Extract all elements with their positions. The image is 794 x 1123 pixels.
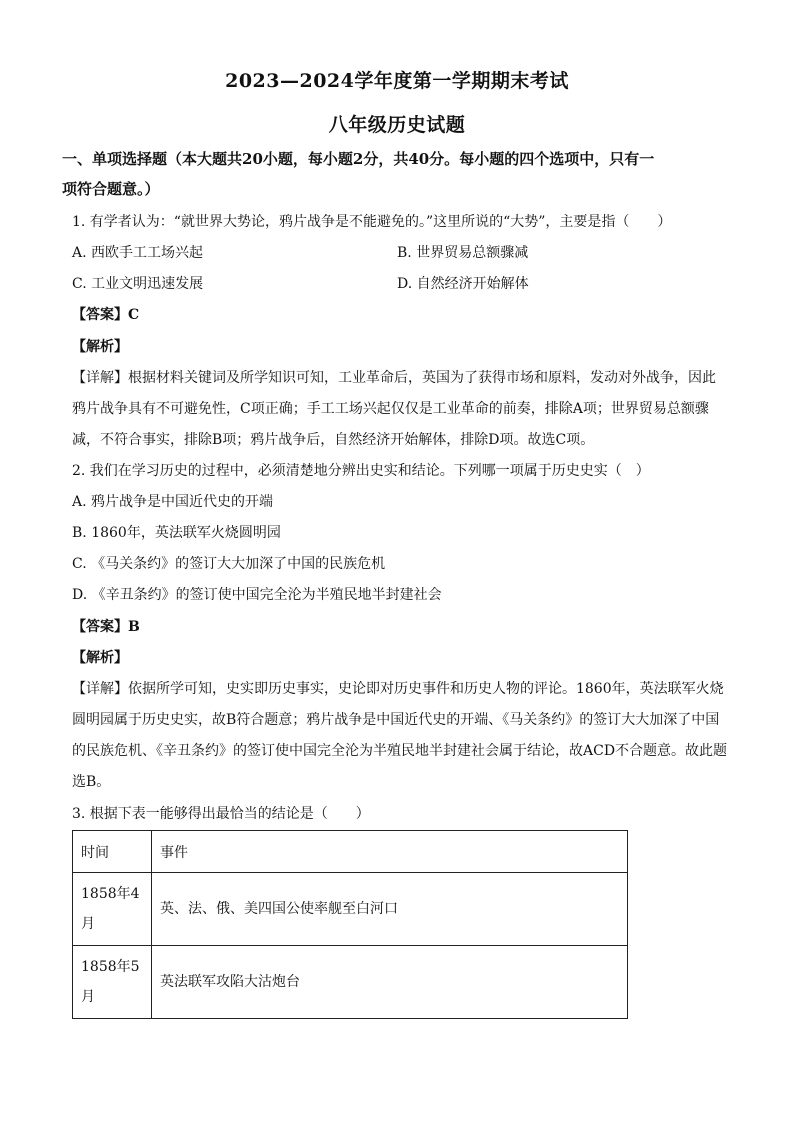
exam-title: 2023—2024学年度第一学期期末考试 — [225, 70, 569, 92]
header-time: 时间 — [73, 831, 152, 873]
q2-option-c: C. 《马关条约》的签订大大加深了中国的民族危机 — [72, 556, 386, 572]
q2-option-a: A. 鸦片战争是中国近代史的开端 — [72, 494, 274, 510]
exam-subtitle: 八年级历史试题 — [328, 114, 466, 136]
q3-stem: 3. 根据下表一能够得出最恰当的结论是（ ） — [72, 806, 370, 822]
row-event: 英法联军攻陷大沽炮台 — [152, 946, 628, 1019]
q2-analysis-label: 【解析】 — [72, 650, 128, 666]
q1-analysis-label: 【解析】 — [72, 339, 128, 355]
row-time-line1: 1858年5 — [81, 959, 140, 975]
q2-detail-line2: 圆明园属于历史史实，故B符合题意；鸦片战争是中国近代史的开端、《马关条约》的签订大大加深了中国 — [72, 712, 720, 728]
table-row — [73, 946, 628, 1019]
q2-detail-line1: 【详解】依据所学可知，史实即历史事实，史论即对历史事件和历史人物的评论。1860年，英法联军火烧 — [72, 681, 724, 697]
row-time-line2: 月 — [81, 916, 95, 932]
q1-stem: 1. 有学者认为：“就世界大势论，鸦片战争是不能避免的。”这里所说的“大势”，主要是指（ ） — [72, 214, 672, 230]
q1-option-c: C. 工业文明迅速发展 — [72, 276, 204, 292]
q1-detail-line1: 【详解】根据材料关键词及所学知识可知，工业革命后，英国为了获得市场和原料，发动对外战争，因此 — [72, 370, 716, 386]
section-heading-line2: 项符合题意。） — [62, 180, 160, 198]
table-header-row — [73, 831, 628, 873]
row-time-cell — [73, 946, 152, 1019]
row-time-cell — [73, 873, 152, 946]
q2-stem: 2. 我们在学习历史的过程中，必须清楚地分辨出史实和结论。下列哪一项属于历史史实（ ） — [72, 463, 650, 479]
section-heading-line1: 一、单项选择题（本大题共20小题，每小题2分，共40分。每小题的四个选项中，只有一 — [62, 150, 655, 168]
q2-answer: 【答案】B — [72, 619, 140, 635]
q1-detail-line3: 减，不符合事实，排除B项；鸦片战争后，自然经济开始解体，排除D项。故选C项。 — [72, 432, 595, 448]
q1-detail-line2: 鸦片战争具有不可避免性，C项正确；手工工场兴起仅仅是工业革命的前奏，排除A项；世界贸易总额骤 — [72, 401, 709, 417]
q3-events-table — [72, 830, 628, 1019]
q2-option-b: B. 1860年，英法联军火烧圆明园 — [72, 525, 281, 541]
q2-detail-line4: 选B。 — [72, 774, 111, 790]
row-time-line2: 月 — [81, 989, 95, 1005]
q2-option-d: D. 《辛丑条约》的签订使中国完全沦为半殖民地半封建社会 — [72, 587, 442, 603]
table-row — [73, 873, 628, 946]
q1-option-b: B. 世界贸易总额骤减 — [397, 245, 529, 261]
header-event: 事件 — [152, 831, 628, 873]
row-time-line1: 1858年4 — [81, 886, 140, 902]
q1-option-a: A. 西欧手工工场兴起 — [72, 245, 204, 261]
row-event: 英、法、俄、美四国公使率舰至白河口 — [152, 873, 628, 946]
q2-detail-line3: 的民族危机、《辛丑条约》的签订使中国完全沦为半殖民地半封建社会属于结论，故ACD不合题意。故此题 — [72, 743, 728, 759]
q1-option-d: D. 自然经济开始解体 — [397, 276, 529, 292]
q1-answer: 【答案】C — [72, 307, 140, 323]
